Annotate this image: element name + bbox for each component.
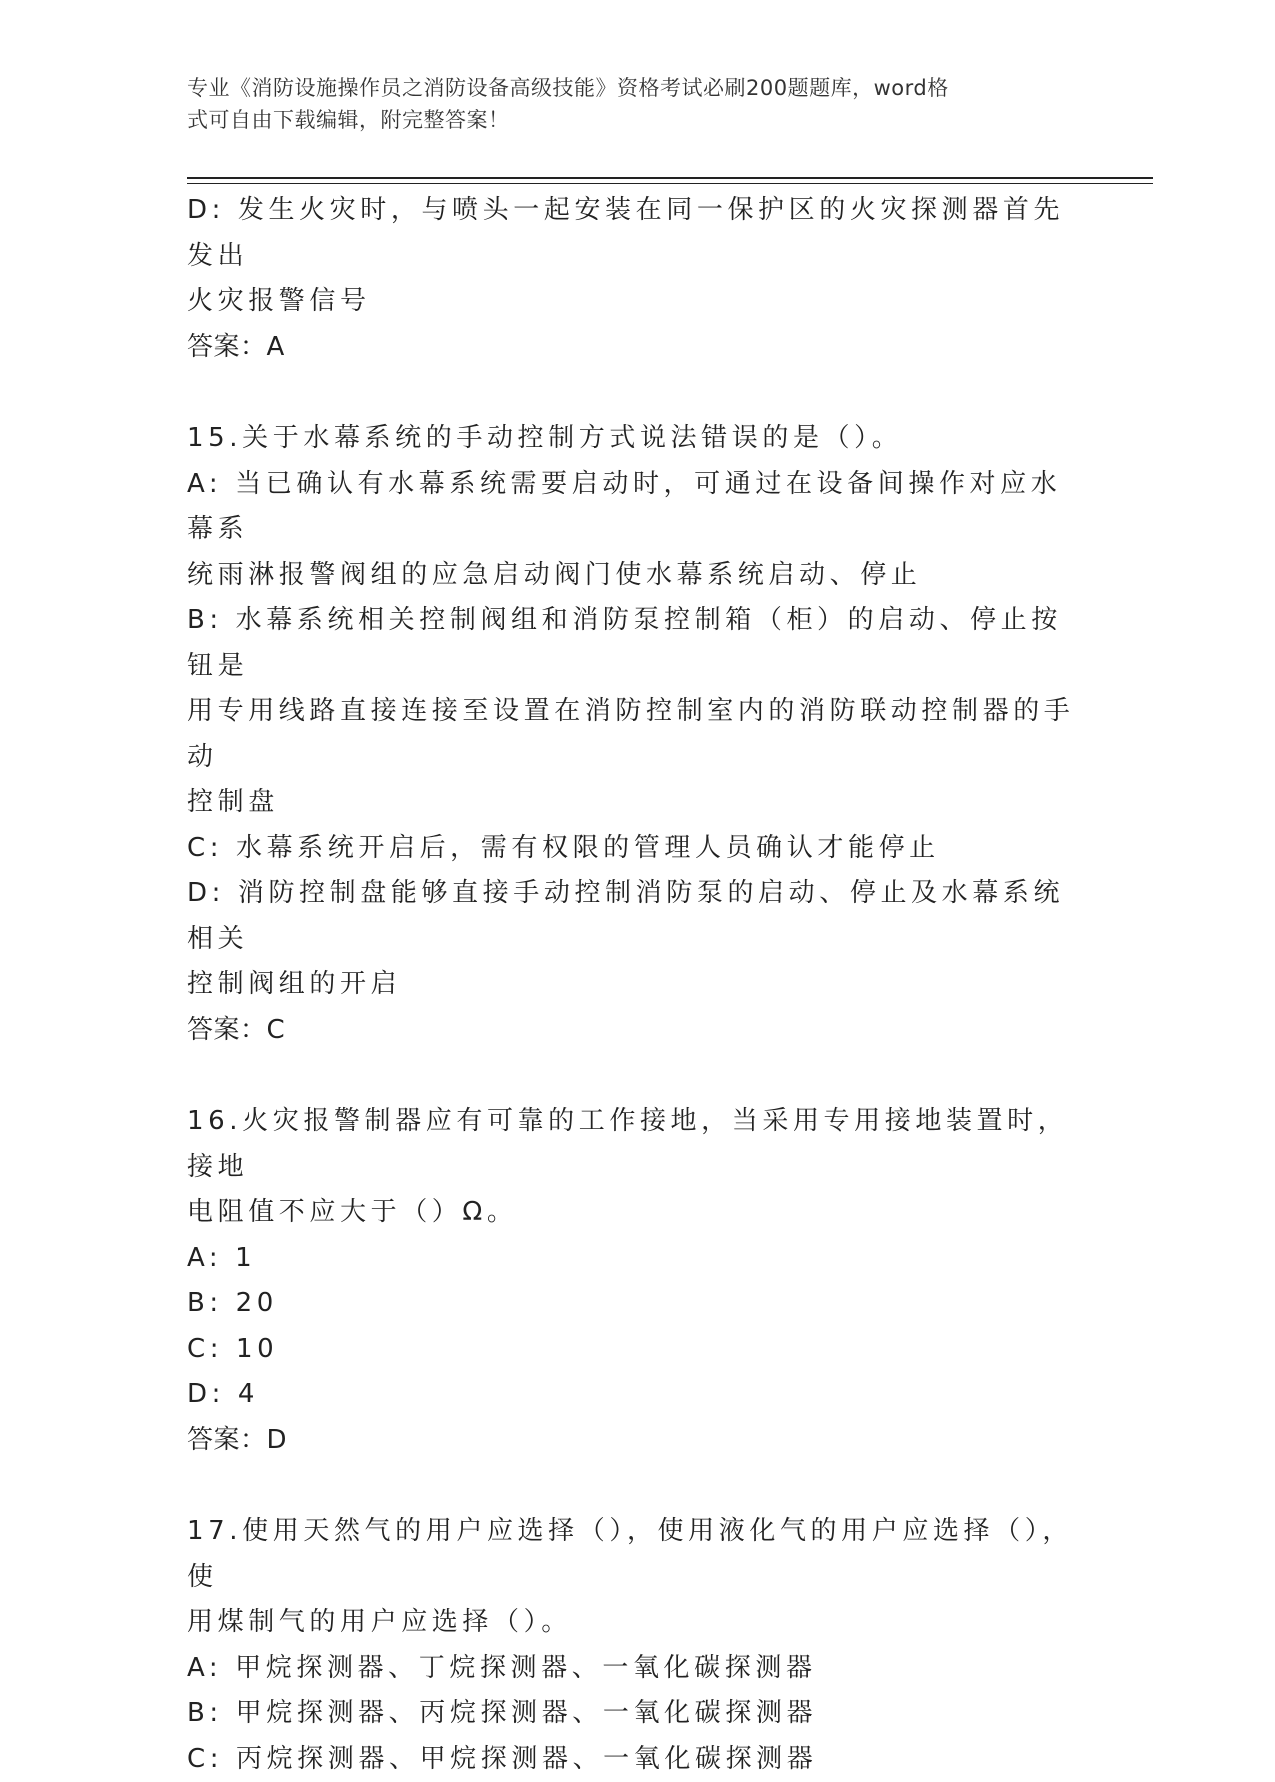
option-d-line: D: 4 xyxy=(187,1372,1077,1418)
option-c-line: C: 丙烷探测器、甲烷探测器、一氧化碳探测器 xyxy=(187,1737,1077,1782)
option-d-line: 火灾报警信号 xyxy=(187,279,1077,325)
question-16 xyxy=(187,1099,1077,1463)
option-a-line: 统雨淋报警阀组的应急启动阀门使水幕系统启动、停止 xyxy=(187,553,1077,599)
option-a-line: A: 当已确认有水幕系统需要启动时，可通过在设备间操作对应水幕系 xyxy=(187,462,1077,553)
option-c-line: C: 10 xyxy=(187,1327,1077,1373)
question-14-fragment xyxy=(187,188,1077,370)
option-b-line: B: 甲烷探测器、丙烷探测器、一氧化碳探测器 xyxy=(187,1691,1077,1737)
question-stem: 16.火灾报警制器应有可靠的工作接地，当采用专用接地装置时，接地 xyxy=(187,1099,1077,1190)
question-stem: 电阻值不应大于（）Ω。 xyxy=(187,1190,1077,1236)
option-a-line: A: 甲烷探测器、丁烷探测器、一氧化碳探测器 xyxy=(187,1646,1077,1692)
question-stem: 17.使用天然气的用户应选择（），使用液化气的用户应选择（），使 xyxy=(187,1509,1077,1600)
option-b-line: 用专用线路直接连接至设置在消防控制室内的消防联动控制器的手动 xyxy=(187,689,1077,780)
option-a-line: A: 1 xyxy=(187,1236,1077,1282)
question-15 xyxy=(187,416,1077,1053)
header-line-2: 式可自由下载编辑，附完整答案！ xyxy=(187,104,1067,136)
document-body xyxy=(187,188,1077,1782)
header-line-1: 专业《消防设施操作员之消防设备高级技能》资格考试必刷200题题库，word格 xyxy=(187,72,1067,104)
option-d-line: 控制阀组的开启 xyxy=(187,962,1077,1008)
option-b-line: 控制盘 xyxy=(187,780,1077,826)
option-b-line: B: 20 xyxy=(187,1281,1077,1327)
option-c-line: C: 水幕系统开启后，需有权限的管理人员确认才能停止 xyxy=(187,826,1077,872)
option-d-line: D: 发生火灾时，与喷头一起安装在同一保护区的火灾探测器首先发出 xyxy=(187,188,1077,279)
answer-line: 答案：C xyxy=(187,1008,1077,1054)
page-header xyxy=(187,72,1067,136)
option-b-line: B: 水幕系统相关控制阀组和消防泵控制箱（柜）的启动、停止按钮是 xyxy=(187,598,1077,689)
header-rule-thick xyxy=(187,177,1153,179)
question-stem: 15.关于水幕系统的手动控制方式说法错误的是（）。 xyxy=(187,416,1077,462)
header-rule-thin xyxy=(187,183,1153,184)
question-stem: 用煤制气的用户应选择（）。 xyxy=(187,1600,1077,1646)
answer-line: 答案：D xyxy=(187,1418,1077,1464)
answer-line: 答案：A xyxy=(187,325,1077,371)
question-17 xyxy=(187,1509,1077,1782)
option-d-line: D: 消防控制盘能够直接手动控制消防泵的启动、停止及水幕系统相关 xyxy=(187,871,1077,962)
